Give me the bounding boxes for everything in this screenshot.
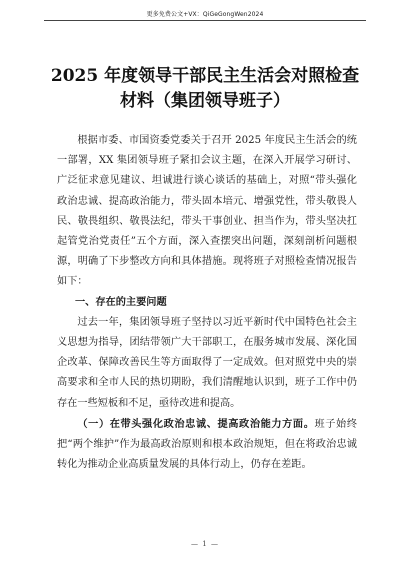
document-body [57,131,357,475]
subsection-text: 班子始终把“两个维护”作为最高政治原则和根本政治规矩，但在将政治忠诚转化为推动企业高质量发展的具体行动上，仍存在差距。 [57,418,358,471]
document-title [0,64,410,114]
subsection-heading: （一）在带头强化政治忠诚、提高政治能力方面。 [77,417,315,430]
document-title-line-2: 材料（集团领导班子） [120,91,290,111]
section-heading-problems: 一、存在的主要问题 [75,296,167,308]
section-paragraph: 过去一年，集团领导班子坚持以习近平新时代中国特色社会主义思想为指导，团结带领广大干部职工，在服务城市发展、深化国企改革、保障改善民生等方面取得了一定成效。但对照党中央的崇高要求和全市人民的热切期盼，我们清醒地认识到，班子工作中仍存在一些短板和不足，亟待改进和提高。 [57,316,357,409]
header-watermark-note: 更多免费公文+VX：QiGeGongWen2024 [146,11,264,18]
document-title-line-1: 2025 年度领导干部民主生活会对照检查 [50,66,360,86]
page-number: — 1 — [191,540,219,548]
subsection-paragraph [57,414,357,476]
intro-paragraph: 根据市委、市国资委党委关于召开 2025 年度民主生活会的统一部署，XX 集团领导班子紧扣会议主题，在深入开展学习研讨、广泛征求意见建议、坦诚进行谈心谈话的基础上，对照“带头强化政治忠诚、提高政治能力，带头固本培元、增强党性，带头敬畏人民、敬畏组织、敬畏法纪，带头干事创业、担当作为，带头坚决扛起管党治党责任”五个方面，深入查摆突出问题，深刻剖析问题根源，明确了下步整改方向和具体措施。现将班子对照检查情况报告如下： [57,135,357,288]
header-divider [44,20,366,21]
